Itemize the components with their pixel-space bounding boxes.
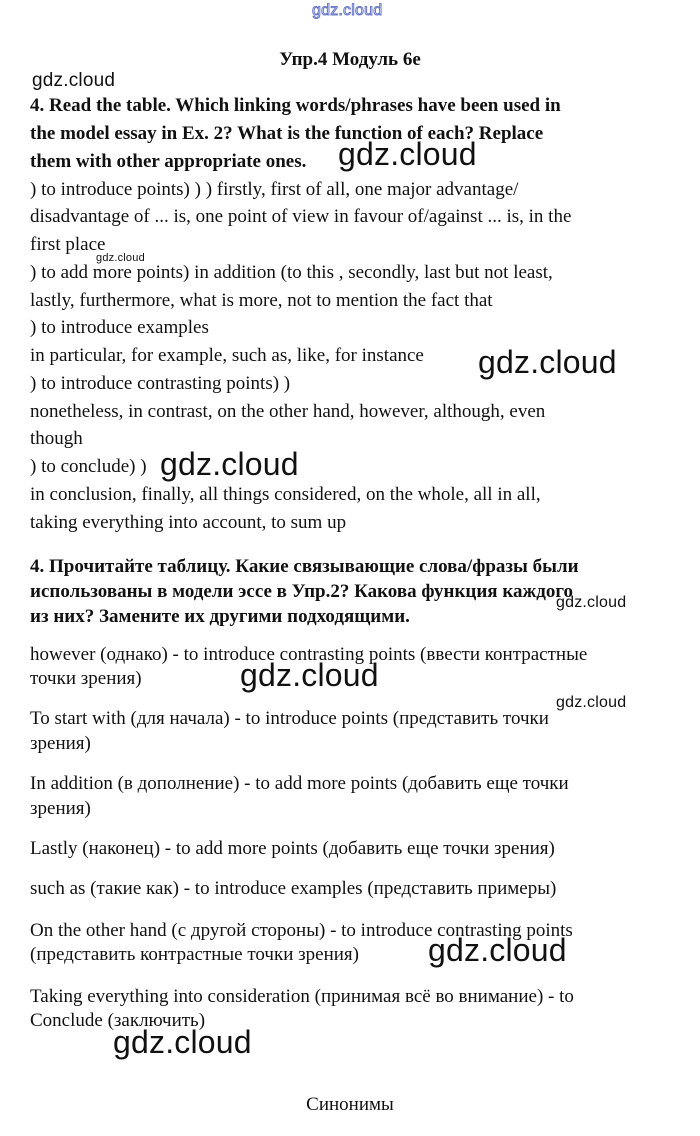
answer-line: точки зрения) bbox=[30, 668, 142, 689]
answer-line: зрения) bbox=[30, 733, 91, 754]
watermark: gdz.cloud bbox=[338, 136, 477, 172]
table-line: in particular, for example, such as, like, for instance bbox=[30, 345, 424, 366]
answer-line: On the other hand (с другой стороны) - to introduce contrasting points bbox=[30, 920, 573, 941]
page-title: Упр.4 Модуль 6е bbox=[279, 49, 421, 70]
table-line: lastly, furthermore, what is more, not to mention the fact that bbox=[30, 290, 493, 311]
answer-line: зрения) bbox=[30, 798, 91, 819]
table-line: ) to introduce examples bbox=[30, 317, 209, 338]
answer-line: Conclude (заключить) bbox=[30, 1010, 206, 1031]
table-line: ) to add more points) in addition (to this , secondly, last but not least, bbox=[30, 262, 553, 283]
footer-label: Синонимы bbox=[306, 1094, 394, 1115]
table-line: first place bbox=[30, 234, 106, 255]
task-en-line: 4. Read the table. Which linking words/phrases have been used in bbox=[30, 95, 561, 116]
table-line: ) to conclude) ) bbox=[30, 456, 147, 477]
answer-line: (представить контрастные точки зрения) bbox=[30, 944, 359, 965]
watermark: gdz.cloud bbox=[428, 932, 567, 968]
watermark: gdz.cloud bbox=[32, 70, 116, 91]
watermark-top: gdz.cloud bbox=[312, 2, 383, 19]
table-line: ) to introduce points) ) ) firstly, first of all, one major advantage/ bbox=[30, 179, 519, 200]
task-en-line: the model essay in Ex. 2? What is the function of each? Replace bbox=[30, 123, 544, 144]
answer-line: such as (такие как) - to introduce examples (представить примеры) bbox=[30, 878, 557, 899]
answer-line: however (однако) - to introduce contrasting points (ввести контрастные bbox=[30, 644, 588, 665]
watermark: gdz.cloud bbox=[478, 344, 617, 380]
watermark: gdz.cloud bbox=[556, 694, 627, 711]
table-line: ) to introduce contrasting points) ) bbox=[30, 373, 291, 394]
watermark: gdz.cloud bbox=[240, 657, 379, 693]
table-line: though bbox=[30, 428, 83, 449]
watermark: gdz.cloud bbox=[160, 446, 299, 482]
answer-line: To start with (для начала) - to introduce points (представить точки bbox=[30, 708, 549, 729]
table-line: nonetheless, in contrast, on the other hand, however, although, even bbox=[30, 401, 546, 422]
watermark: gdz.cloud bbox=[113, 1024, 252, 1060]
task-ru-line: использованы в модели эссе в Упр.2? Какова функция каждого bbox=[30, 581, 574, 602]
watermark: gdz.cloud bbox=[556, 594, 627, 611]
task-ru-line: 4. Прочитайте таблицу. Какие связывающие слова/фразы были bbox=[30, 556, 579, 577]
task-ru-line: из них? Замените их другими подходящими. bbox=[30, 606, 410, 627]
answer-line: Lastly (наконец) - to add more points (добавить еще точки зрения) bbox=[30, 838, 555, 859]
task-en-line: them with other appropriate ones. bbox=[30, 151, 307, 172]
table-line: disadvantage of ... is, one point of view in favour of/against ... is, in the bbox=[30, 206, 572, 227]
answer-line: In addition (в дополнение) - to add more points (добавить еще точки bbox=[30, 773, 569, 794]
answer-line: Taking everything into consideration (принимая всё во внимание) - to bbox=[30, 986, 574, 1007]
watermark: gdz.cloud bbox=[96, 252, 145, 264]
table-line: in conclusion, finally, all things considered, on the whole, all in all, bbox=[30, 484, 541, 505]
table-line: taking everything into account, to sum up bbox=[30, 512, 347, 533]
